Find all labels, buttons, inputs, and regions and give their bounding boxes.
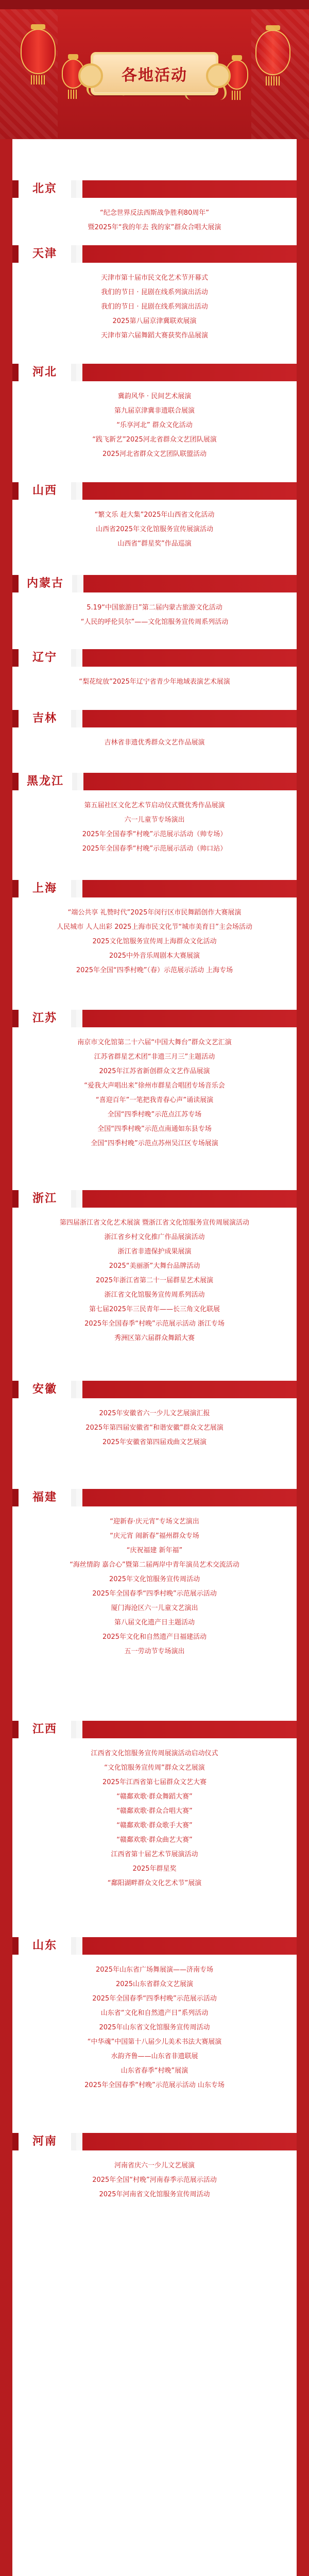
region-section: [12, 575, 297, 637]
list-item: 冀韵风华 · 民间艺术展演: [117, 393, 192, 400]
list-item: 山东省春季“村晚”展演: [121, 2067, 188, 2075]
region-list: [12, 1216, 297, 1346]
region-banner: [12, 1937, 297, 1955]
list-item: 暨2025年“我的年去 我的家”群众合唱大展演: [88, 224, 221, 231]
list-item: 2025年江苏省新创群众文艺作品展演: [99, 1067, 210, 1075]
list-item: 第五届社区文化艺术节启动仪式暨优秀作品展演: [84, 802, 225, 809]
region-list: [12, 675, 297, 689]
list-item: 人民城市 人人出彩 2025上海市民文化节“城市美育日”主会场活动: [57, 923, 252, 931]
region-label: 上海: [19, 880, 76, 897]
list-item: 2025河北省群众文艺团队联盟活动: [102, 450, 207, 458]
list-item: 2025山东省群众文艺展演: [115, 1980, 194, 1988]
list-item: 全国“四季村晚”示范点江苏专场: [107, 1111, 202, 1118]
list-item: “践飞新艺”2025河北省群众文艺团队展演: [92, 436, 217, 444]
region-label: 辽宁: [19, 649, 76, 667]
list-item: “中华魂”中国第十八届少儿美术书法大赛展演: [87, 2038, 222, 2046]
list-item: 2025年山东省广场舞展演——济南专场: [95, 1966, 214, 1974]
region-section: [12, 1489, 297, 1685]
list-item: 浙江省非遗保护成果展演: [117, 1248, 192, 1256]
list-item: “海丝情韵 嘉合心”暨第二届两岸中青年演员艺术交流活动: [70, 1561, 239, 1569]
list-item: 第七届2025年三民青年——长三角文化联展: [89, 1306, 220, 1313]
list-item: “喜迎百年”一笔把我青春心声”诵读展演: [95, 1096, 214, 1104]
list-item: 2025“美丽浙”大舞台品牌活动: [109, 1262, 200, 1270]
region-banner: [12, 2133, 297, 2150]
list-item: 2025年山东省文化馆服务宣传周活动: [99, 2024, 210, 2031]
list-item: 浙江省文化馆服务宣传周系列活动: [104, 1291, 205, 1299]
region-banner: [12, 710, 297, 727]
list-item: “爱我大声唱出来”徐州市群星合唱团专场音乐会: [84, 1082, 225, 1090]
list-item: 我们的节日 · 昆剧在线系列演出活动: [101, 303, 208, 311]
region-banner: [12, 880, 297, 897]
list-item: “迎新春·庆元宵”专场文艺演出: [110, 1518, 199, 1526]
region-list: [12, 1963, 297, 2093]
list-item: “纪念世界反法西斯战争胜利80周年”: [99, 209, 209, 217]
list-item: 水韵齐鲁——山东省非遗联展: [111, 2053, 198, 2060]
region-list: [12, 1406, 297, 1450]
region-label: 内蒙古: [19, 575, 77, 592]
region-banner: [12, 1381, 297, 1398]
region-section: [12, 1190, 297, 1360]
region-section: [12, 880, 297, 988]
region-section: [12, 245, 297, 348]
lantern-icon: [255, 30, 290, 75]
region-section: [12, 773, 297, 860]
list-item: 山西省2025年文化馆服务宣传展演活动: [95, 526, 214, 533]
region-section: [12, 482, 297, 560]
list-item: 第八届文化遗产日主题活动: [114, 1619, 195, 1626]
region-section: [12, 1937, 297, 2107]
list-item: 2025年群星奖: [132, 1865, 177, 1873]
region-banner: [12, 773, 297, 790]
region-label: 安徽: [19, 1381, 76, 1398]
list-item: 2025年全国春季“村晚”示范展示活动 山东专场: [84, 2081, 225, 2089]
region-list: [12, 1036, 297, 1151]
list-item: 2025年河南省文化馆服务宣传周活动: [99, 2191, 210, 2198]
region-section: [12, 649, 297, 692]
region-list: [12, 736, 297, 750]
region-section: [12, 710, 297, 753]
list-item: “鄱阳湖畔群众文化艺术节”展演: [107, 1879, 202, 1887]
list-item: 2025年浙江省第二十一届群星艺术展演: [95, 1277, 214, 1284]
region-label: 天津: [19, 245, 76, 263]
region-banner: [12, 1190, 297, 1208]
region-banner: [12, 575, 297, 592]
list-item: “赣鄱欢歌·群众曲艺大赛”: [116, 1836, 193, 1844]
list-item: 2025第八届京津冀联欢展演: [112, 317, 197, 325]
region-list: [12, 389, 297, 462]
list-item: “人民的呼伦贝尔”——文化馆服务宣传周系列活动: [80, 618, 229, 626]
region-section: [12, 180, 297, 231]
list-item: 六一儿童节专场演出: [124, 816, 185, 824]
region-section: [12, 1381, 297, 1458]
list-item: 2025年全国“村晚”河南春季示范展示活动: [92, 2176, 217, 2184]
list-item: 2025年全国春季“村晚”示范展示活动（帅专场）: [82, 831, 227, 838]
region-label: 河南: [19, 2133, 76, 2150]
list-item: 2025年全国“四季村晚”（春）示范展示活动 上海专场: [76, 967, 233, 974]
list-item: “繁文乐 赶大集”2025年山西省文化活动: [94, 511, 215, 519]
region-banner: [12, 649, 297, 667]
list-item: 江西省文化馆服务宣传周展演活动启动仪式: [91, 1750, 218, 1757]
region-banner: [12, 1489, 297, 1506]
region-banner: [12, 1721, 297, 1738]
list-item: “文化馆服务宣传周”群众文艺展演: [104, 1764, 205, 1772]
list-item: 2025文化馆服务宣传周上海群众文化活动: [92, 938, 217, 945]
region-list: [12, 799, 297, 856]
list-item: 第九届京津冀非遗联合展演: [114, 407, 195, 415]
list-item: 2025年全国春季“四季村晚”示范展示活动: [92, 1590, 217, 1598]
lantern-icon: [21, 29, 56, 74]
list-item: “乐享河北” 群众文化活动: [116, 421, 193, 429]
region-banner: [12, 180, 297, 198]
list-item: 5.19“中国旅游日”第二届内蒙古旅游文化活动: [87, 604, 222, 612]
region-label: 北京: [19, 180, 76, 198]
list-item: 2025年安徽省六一少儿文艺展演汇报: [99, 1410, 210, 1417]
main-content: [12, 139, 297, 2576]
title-band: [72, 45, 237, 102]
list-item: 2025年第四届安徽省“和谐安徽”群众文艺展演: [85, 1424, 224, 1432]
list-item: “赣鄱欢歌·群众舞蹈大赛”: [116, 1793, 193, 1801]
list-item: 我们的节日 · 昆剧在线系列演出活动: [101, 289, 208, 296]
list-item: 浙江省乡村文化推广作品展演活动: [104, 1233, 205, 1241]
region-label: 河北: [19, 364, 76, 381]
page-title: 各地活动: [122, 66, 187, 84]
region-banner: [12, 364, 297, 381]
list-item: 天津市第六届舞蹈大赛获奖作品展演: [100, 332, 208, 340]
list-item: 南京市文化馆第二十六届“中国大舞台”群众文艺汇演: [77, 1039, 232, 1046]
top-strip: [0, 0, 309, 9]
region-section: [12, 1721, 297, 1906]
list-item: 山西省“群星奖”作品巡演: [117, 540, 192, 548]
list-item: “赣鄱欢歌·群众合唱大赛”: [116, 1807, 193, 1815]
list-item: 江苏省群星艺术团“非遗三月三”主题活动: [94, 1053, 215, 1061]
list-item: 山东省“文化和自然遗产日”系列活动: [100, 2009, 209, 2017]
list-item: 吉林省非遗优秀群众文艺作品展演: [104, 739, 205, 747]
list-item: 2025年全国春季“村晚”示范展示活动 浙江专场: [84, 1320, 225, 1328]
list-item: 江西省第十届艺术节展演活动: [111, 1851, 198, 1858]
region-section: [12, 364, 297, 467]
list-item: 厦门海沧区六一儿童文艺演出: [111, 1604, 198, 1612]
region-list: [12, 906, 297, 978]
region-list: [12, 2159, 297, 2202]
region-label: 黑龙江: [19, 773, 77, 790]
region-banner: [12, 1010, 297, 1027]
list-item: “庆祝福建 新年福”: [126, 1547, 183, 1554]
list-item: “庆元宵 闹新春”福州群众专场: [110, 1532, 199, 1540]
region-list: [12, 601, 297, 630]
list-item: 河南省庆六一少儿文艺展演: [114, 2162, 195, 2170]
region-label: 浙江: [19, 1190, 76, 1208]
list-item: “端公共享 礼赞时代”2025年闵行区市民舞蹈创作大赛展演: [67, 909, 242, 917]
region-list: [12, 508, 297, 551]
list-item: 2025年全国春季“四季村晚”示范展示活动: [92, 1995, 217, 2003]
list-item: 2025中外音乐周剧本大赛展演: [109, 952, 200, 960]
region-list: [12, 1747, 297, 1891]
header-banner: [0, 9, 309, 139]
region-label: 江西: [19, 1721, 76, 1738]
list-item: 2025年文化和自然遗产日福建活动: [102, 1633, 207, 1641]
list-item: 第四届浙江省文化艺术展演 暨浙江省文化馆服务宣传周展演活动: [59, 1219, 250, 1227]
region-list: [12, 206, 297, 235]
region-banner: [12, 245, 297, 263]
list-item: 天津市第十届市民文化艺术节开幕式: [100, 274, 208, 282]
list-item: 2025年文化馆服务宣传周活动: [109, 1575, 200, 1583]
region-label: 山东: [19, 1937, 76, 1955]
region-section: [12, 1010, 297, 1164]
list-item: 2025年江西省第七届群众文艺大赛: [102, 1778, 207, 1786]
list-item: 秀洲区第六届群众舞蹈大赛: [114, 1334, 195, 1342]
list-item: 2025年全国春季“村晚”示范展示活动（帅口站）: [82, 845, 227, 853]
region-list: [12, 271, 297, 343]
region-label: 吉林: [19, 710, 76, 727]
list-item: 全国“四季村晚”示范点苏州吴江区专场展演: [91, 1140, 218, 1147]
list-item: “梨花绽放”2025年辽宁省青少年地域表演艺术展演: [79, 678, 230, 686]
title-plate: [91, 52, 218, 95]
list-item: 2025年安徽省第四届戏曲文艺展演: [102, 1438, 207, 1446]
list-item: 全国“四季村晚”示范点南通如东县专场: [97, 1125, 212, 1133]
region-list: [12, 1515, 297, 1659]
region-section: [12, 2133, 297, 2210]
list-item: 五一劳动节专场演出: [124, 1648, 185, 1655]
region-label: 山西: [19, 482, 76, 500]
region-banner: [12, 482, 297, 500]
region-label: 福建: [19, 1489, 76, 1506]
list-item: “赣鄱欢歌·群众歌手大赛”: [116, 1822, 193, 1829]
region-label: 江苏: [19, 1010, 76, 1027]
